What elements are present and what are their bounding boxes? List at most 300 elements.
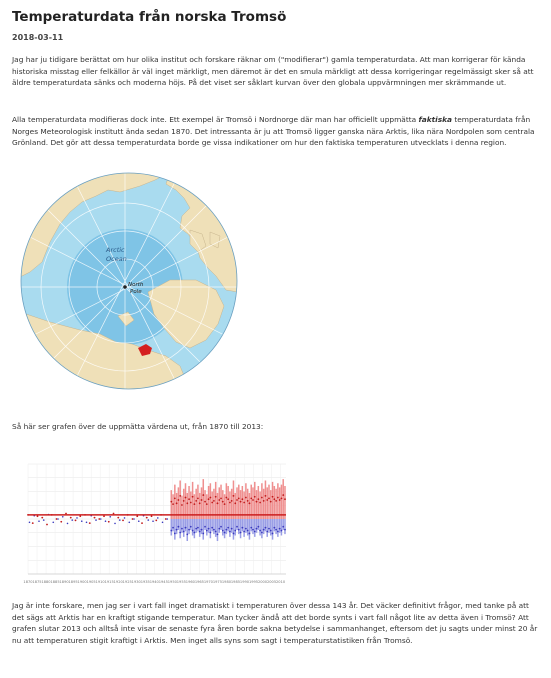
chart-bar-cold: [245, 519, 247, 533]
chart-point: [218, 528, 220, 530]
chart-point: [114, 523, 116, 525]
chart-bar-cold: [263, 519, 265, 534]
chart-bar-cold: [259, 519, 261, 536]
chart-point: [41, 517, 43, 519]
chart-bar-cold: [192, 519, 194, 536]
chart-point: [186, 534, 188, 536]
chart-bar-cold: [226, 519, 228, 534]
chart-point: [218, 499, 220, 501]
chart-point: [229, 531, 231, 533]
chart-point: [174, 497, 176, 499]
chart-bar-cold: [171, 519, 173, 536]
chart-point: [67, 523, 69, 525]
chart-point: [231, 500, 233, 502]
chart-bar-cold: [243, 519, 245, 537]
chart-point: [151, 515, 153, 517]
chart-point: [147, 519, 149, 521]
chart-bar-cold: [227, 519, 229, 531]
chart-point: [179, 495, 181, 497]
chart-bar-cold: [217, 519, 219, 541]
chart-point: [272, 533, 274, 535]
chart-point: [188, 529, 190, 531]
chart-point: [174, 533, 176, 535]
chart-bar-warm: [227, 486, 229, 519]
chart-point: [79, 515, 81, 517]
chart-x-tick-label: 1900: [77, 580, 87, 584]
chart-point: [220, 526, 222, 528]
chart-point: [119, 519, 121, 521]
chart-point: [43, 519, 45, 521]
chart-point: [204, 501, 206, 503]
chart-point: [176, 529, 178, 531]
chart-bar-cold: [265, 519, 267, 531]
chart-bar-cold: [231, 519, 233, 533]
chart-point: [52, 522, 54, 524]
chart-bar-cold: [254, 519, 256, 537]
chart-point: [197, 497, 199, 499]
chart-point: [227, 498, 229, 500]
chart-x-tick-label: 1920: [113, 580, 123, 584]
emphasis-faktiska: faktiska: [418, 115, 453, 124]
chart-point: [254, 531, 256, 533]
chart-point: [193, 503, 195, 505]
chart-bar-cold: [234, 519, 236, 536]
chart-bar-warm: [261, 483, 263, 519]
chart-point: [70, 517, 72, 519]
chart-point: [266, 499, 268, 501]
chart-point: [256, 501, 258, 503]
chart-bar-cold: [204, 519, 206, 530]
chart-point: [259, 530, 261, 532]
map-label-arctic: Arctic: [106, 246, 125, 254]
chart-point: [268, 497, 270, 499]
chart-point: [281, 497, 283, 499]
chart-point: [62, 516, 64, 518]
chart-x-tick-label: 1970: [203, 580, 213, 584]
chart-bar-cold: [201, 519, 203, 534]
chart-bar-warm: [265, 481, 267, 520]
chart-point: [201, 499, 203, 501]
chart-point: [76, 517, 78, 519]
chart-point: [181, 528, 183, 530]
chart-bar-warm: [238, 485, 240, 519]
chart-bar-warm: [220, 485, 222, 519]
chart-point: [238, 529, 240, 531]
chart-bar-cold: [194, 519, 196, 538]
chart-x-tick-label: 1880: [41, 580, 51, 584]
chart-point: [192, 530, 194, 532]
chart-point: [195, 500, 197, 502]
chart-point: [241, 498, 243, 500]
chart-x-tick-label: 1990: [239, 580, 250, 584]
chart-point: [225, 529, 227, 531]
chart-bar-cold: [261, 519, 263, 538]
chart-x-tick-label: 2010: [276, 580, 286, 584]
chart-bar-cold: [211, 519, 213, 531]
chart-point: [155, 519, 157, 521]
chart-point: [224, 503, 226, 505]
chart-x-tick-label: 1995: [248, 580, 259, 584]
chart-x-tick-label: 1945: [158, 580, 168, 584]
chart-point: [195, 528, 197, 530]
chart-point: [261, 532, 263, 534]
chart-point: [56, 518, 58, 520]
chart-bar-warm: [254, 482, 256, 519]
paragraph-conclusion: Jag är inte forskare, men jag ser i vart fall inget dramatiskt i temperaturen över dessa 143 år. Det väcker definitivt frågor, med tanke på att det sägs att Arktis har en kraftigt stigande temperatur. Man tycker ändå att det borde synts i vart fall något lite av detta även i Tromsö? Att grafen slutar 2013 och alltså inte visar de senaste fyra åren borde sakna betydelse i sammanhanget, eftersom det ju sagts under minst 20 år nu att temperaturen stigit kraftigt i Arktis. Men inget alls syns som sagt i temperaturstatistiken från Tromsö.: [12, 601, 538, 645]
chart-point: [136, 515, 138, 517]
chart-bar-warm: [185, 483, 187, 519]
chart-point: [238, 497, 240, 499]
chart-point: [202, 494, 204, 496]
chart-point: [257, 498, 259, 500]
chart-bar-cold: [197, 519, 199, 531]
chart-bar-cold: [250, 519, 252, 531]
chart-point: [222, 530, 224, 532]
chart-bar-warm: [210, 483, 212, 519]
chart-point: [60, 521, 62, 523]
chart-point: [170, 501, 172, 503]
chart-bar-cold: [203, 519, 205, 540]
chart-point: [225, 497, 227, 499]
chart-bar-cold: [215, 519, 217, 537]
chart-point: [273, 527, 275, 529]
chart-bar-cold: [179, 519, 181, 538]
chart-point: [206, 530, 208, 532]
chart-bar-warm: [179, 481, 181, 520]
chart-point: [105, 520, 107, 522]
chart-point: [254, 496, 256, 498]
chart-bar-cold: [213, 519, 215, 534]
chart-point: [273, 498, 275, 500]
chart-x-tick-label: 1875: [32, 580, 42, 584]
chart-bar-cold: [279, 519, 281, 533]
chart-point: [265, 527, 267, 529]
chart-point: [57, 518, 59, 520]
chart-point: [265, 495, 267, 497]
chart-x-tick-label: 1885: [50, 580, 60, 584]
chart-point: [206, 503, 208, 505]
chart-point: [46, 524, 48, 526]
chart-point: [252, 529, 254, 531]
chart-point: [250, 497, 252, 499]
chart-point: [37, 515, 39, 517]
chart-point: [282, 494, 284, 496]
chart-point: [190, 526, 192, 528]
chart-x-tick-label: 1975: [212, 580, 223, 584]
chart-bar-cold: [195, 519, 197, 533]
chart-point: [185, 527, 187, 529]
map-label-ocean: Ocean: [106, 255, 127, 263]
chart-point: [272, 496, 274, 498]
chart-bar-cold: [236, 519, 238, 530]
chart-bar-cold: [247, 519, 249, 536]
chart-point: [183, 500, 185, 502]
chart-point: [250, 527, 252, 529]
chart-point: [108, 521, 110, 523]
chart-point: [188, 498, 190, 500]
chart-point: [166, 518, 168, 520]
chart-point: [282, 526, 284, 528]
chart-point: [133, 518, 135, 520]
chart-point: [217, 534, 219, 536]
chart-x-tick-label: 1965: [194, 580, 204, 584]
chart-point: [65, 513, 67, 515]
chart-x-ticks: [23, 580, 285, 584]
chart-point: [179, 532, 181, 534]
chart-point: [117, 517, 119, 519]
chart-x-tick-label: 1925: [122, 580, 132, 584]
chart-bar-cold: [242, 519, 244, 531]
paragraph-tromso-text-2: temperaturdata från Norges Meteorologisk institutt ända sedan 1870. Det intressanta är ju att Tromsö ligger ganska nära Arktis, lika nära Nordpolen som centrala Grönland. Det gör att dessa temperaturdata borde ge vissa indikationer om hur den faktiska temperaturen utvecklats i denna region.: [12, 115, 535, 147]
chart-point: [172, 527, 174, 529]
chart-point: [100, 518, 102, 520]
chart-point: [222, 501, 224, 503]
chart-point: [256, 528, 258, 530]
chart-point: [215, 496, 217, 498]
chart-point: [247, 530, 249, 532]
article-title: Temperaturdata från norska Tromsö: [12, 9, 287, 25]
chart-bar-cold: [172, 519, 174, 531]
chart-point: [243, 531, 245, 533]
chart-point: [124, 517, 126, 519]
chart-x-tick-label: 1950: [167, 580, 177, 584]
chart-bar-cold: [284, 519, 286, 534]
chart-x-tick-label: 1940: [149, 580, 159, 584]
chart-point: [234, 530, 236, 532]
chart-point: [103, 515, 105, 517]
chart-x-tick-label: 1955: [176, 580, 186, 584]
chart-point: [240, 501, 242, 503]
chart-point: [172, 503, 174, 505]
chart-bar-warm: [277, 483, 279, 519]
paragraph-intro: Jag har ju tidigare berättat om hur olika institut och forskare räknar om ("modifierar") gamla temperaturdata. Att man korrigerar för kända historiska misstag eller felkällor är väl inget märkligt, men däremot är det en smula märkligt att dessa korrigeringar regelmässigt sker så att äldre temperaturdata sänks och moderna höjs. På det viset ser såklart kurvan över den globala uppvärmningen mer skrämmande ut.: [12, 55, 534, 87]
chart-point: [170, 530, 172, 532]
chart-point: [208, 528, 210, 530]
chart-point: [241, 527, 243, 529]
north-pole-dot: [123, 285, 127, 289]
chart-bar-cold: [210, 519, 212, 538]
chart-bar-warm: [233, 481, 235, 520]
chart-point: [249, 502, 251, 504]
chart-point: [277, 497, 279, 499]
chart-bar-cold: [233, 519, 235, 540]
chart-point: [75, 519, 77, 521]
chart-point: [29, 522, 31, 524]
chart-point: [199, 502, 201, 504]
chart-x-tick-label: 1910: [95, 580, 105, 584]
chart-point: [177, 526, 179, 528]
chart-bar-cold: [187, 519, 189, 541]
chart-x-tick-label: 1915: [104, 580, 114, 584]
chart-bar-cold: [282, 519, 284, 530]
chart-point: [268, 528, 270, 530]
chart-bar-cold: [256, 519, 258, 533]
chart-bar-cold: [183, 519, 185, 537]
chart-point: [201, 529, 203, 531]
chart-point: [38, 520, 40, 522]
chart-bar-cold: [240, 519, 242, 538]
chart-bar-warm: [208, 486, 210, 519]
chart-point: [249, 533, 251, 535]
chart-x-tick-label: 1985: [230, 580, 241, 584]
chart-bar-warm: [197, 485, 199, 519]
chart-point: [213, 500, 215, 502]
chart-bar-cold: [176, 519, 178, 534]
chart-point: [181, 504, 183, 506]
chart-point: [259, 502, 261, 504]
chart-bar-cold: [281, 519, 283, 536]
chart-point: [279, 528, 281, 530]
chart-point: [252, 499, 254, 501]
chart-x-tick-label: 2000: [257, 580, 268, 584]
chart-bar-cold: [178, 519, 180, 530]
chart-point: [233, 533, 235, 535]
chart-x-tick-label: 1930: [131, 580, 141, 584]
chart-bar-cold: [181, 519, 183, 533]
chart-point: [199, 531, 201, 533]
chart-point: [177, 499, 179, 501]
chart-bar-cold: [275, 519, 277, 534]
chart-point: [261, 497, 263, 499]
chart-bar-warm: [282, 479, 284, 519]
chart-x-tick-label: 1895: [68, 580, 78, 584]
chart-bar-warm: [272, 482, 274, 519]
chart-bar-cold: [188, 519, 190, 534]
temperature-chart: [20, 458, 292, 590]
paragraph-tromso: [12, 114, 542, 149]
chart-point: [227, 527, 229, 529]
chart-point: [122, 519, 124, 521]
chart-bar-cold: [258, 519, 260, 530]
chart-point: [132, 518, 134, 520]
chart-bar-cold: [268, 519, 270, 533]
chart-bar-warm: [268, 485, 270, 519]
chart-bar-cold: [208, 519, 210, 533]
chart-bar-warm: [258, 486, 260, 519]
chart-point: [277, 531, 279, 533]
chart-point: [176, 502, 178, 504]
chart-bar-cold: [218, 519, 220, 533]
chart-x-tick-label: 1870: [23, 580, 33, 584]
chart-point: [243, 502, 245, 504]
chart-point: [109, 516, 111, 518]
chart-x-tick-label: 1935: [140, 580, 150, 584]
chart-point: [157, 517, 159, 519]
chart-point: [192, 496, 194, 498]
chart-point: [71, 519, 73, 521]
chart-point: [236, 499, 238, 501]
chart-point: [215, 531, 217, 533]
chart-point: [247, 500, 249, 502]
chart-x-tick-label: 1960: [185, 580, 195, 584]
chart-bar-cold: [277, 519, 279, 537]
chart-point: [217, 502, 219, 504]
chart-bar-warm: [203, 479, 205, 519]
chart-point: [32, 522, 34, 524]
chart-bar-warm: [245, 483, 247, 519]
chart-bar-cold: [206, 519, 208, 536]
chart-bar-cold: [252, 519, 254, 534]
chart-point: [263, 529, 265, 531]
chart-point: [245, 497, 247, 499]
chart-point: [231, 528, 233, 530]
chart-point: [234, 502, 236, 504]
chart-bar-cold: [224, 519, 226, 538]
chart-point: [270, 530, 272, 532]
chart-bar-cold: [274, 519, 276, 531]
chart-point: [284, 498, 286, 500]
chart-point: [152, 520, 154, 522]
chart-point: [186, 502, 188, 504]
chart-point: [146, 517, 148, 519]
chart-bar-warm: [188, 486, 190, 519]
chart-point: [128, 522, 130, 524]
chart-x-tick-label: 1890: [59, 580, 69, 584]
chart-bar-warm: [215, 482, 217, 519]
chart-point: [245, 528, 247, 530]
chart-point: [113, 513, 115, 515]
chart-point: [94, 517, 96, 519]
chart-bar-cold: [272, 519, 274, 540]
chart-point: [284, 529, 286, 531]
arctic-map: [20, 172, 238, 390]
chart-bar-warm: [226, 483, 228, 519]
chart-bar-cold: [266, 519, 268, 537]
chart-point: [98, 518, 100, 520]
chart-point: [183, 531, 185, 533]
chart-point: [211, 527, 213, 529]
chart-bar-warm: [281, 485, 283, 519]
chart-point: [209, 497, 211, 499]
chart-x-tick-label: 2005: [266, 580, 277, 584]
chart-x-tick-label: 1980: [221, 580, 232, 584]
chart-point: [89, 522, 91, 524]
chart-point: [275, 500, 277, 502]
chart-point: [281, 530, 283, 532]
chart-point: [233, 495, 235, 497]
chart-point: [266, 531, 268, 533]
chart-bar-cold: [222, 519, 224, 536]
chart-point: [95, 519, 97, 521]
chart-point: [138, 520, 140, 522]
chart-point: [141, 522, 143, 524]
map-label-north: North: [128, 282, 144, 288]
chart-point: [224, 532, 226, 534]
chart-bar-cold: [229, 519, 231, 537]
chart-point: [86, 522, 88, 524]
chart-point: [236, 526, 238, 528]
chart-point: [202, 533, 204, 535]
chart-bar-warm: [174, 485, 176, 519]
chart-point: [275, 529, 277, 531]
chart-point: [193, 532, 195, 534]
paragraph-graph-intro: Så här ser grafen över de uppmätta värdena ut, från 1870 till 2013:: [12, 422, 264, 431]
chart-bar-cold: [270, 519, 272, 536]
chart-bar-warm: [284, 486, 286, 519]
chart-point: [165, 518, 167, 520]
chart-point: [220, 497, 222, 499]
chart-point: [240, 532, 242, 534]
chart-bar-cold: [220, 519, 222, 530]
chart-bar-warm: [274, 486, 276, 519]
chart-bar-cold: [174, 519, 176, 540]
chart-point: [229, 502, 231, 504]
chart-bar-cold: [238, 519, 240, 534]
chart-bar-cold: [199, 519, 201, 537]
chart-point: [197, 527, 199, 529]
chart-bar-warm: [242, 486, 244, 519]
chart-point: [185, 497, 187, 499]
